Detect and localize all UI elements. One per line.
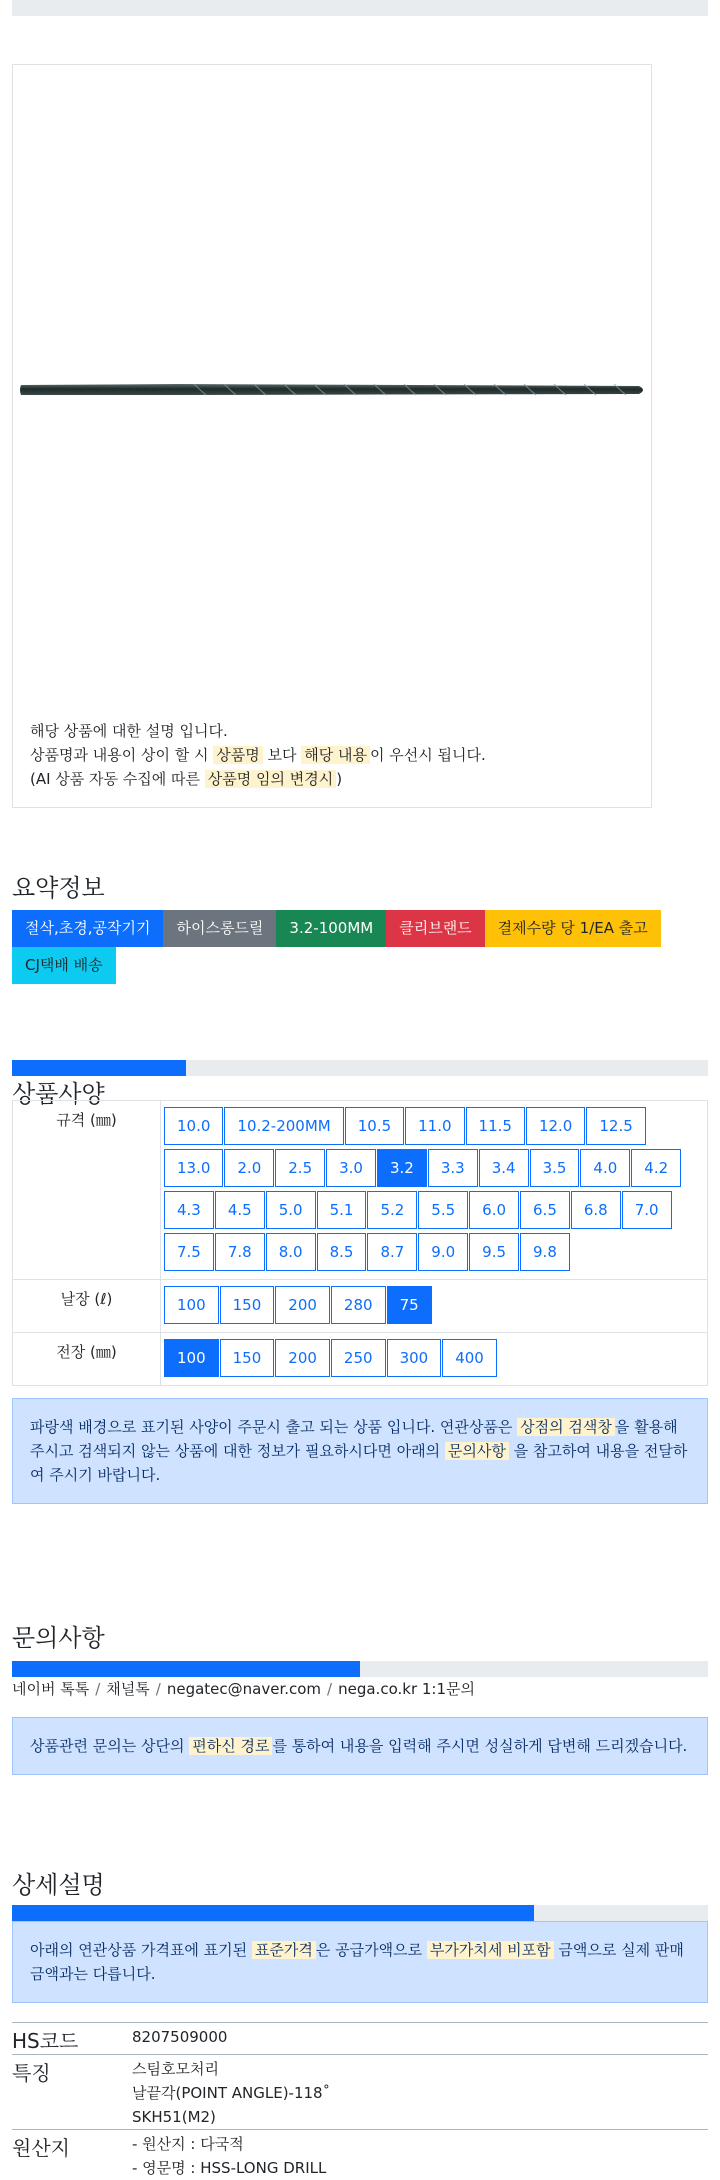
- detail-title: 상세설명: [12, 1865, 105, 1900]
- spec-option-button[interactable]: 200: [275, 1286, 330, 1324]
- feature-label: 특징: [12, 2055, 132, 2130]
- spec-option-button[interactable]: 10.0: [164, 1107, 223, 1145]
- spec-option-button[interactable]: 4.5: [215, 1191, 265, 1229]
- spec-option-button[interactable]: 12.0: [526, 1107, 585, 1145]
- contact-links: [12, 1678, 475, 1699]
- spec-row-label: 규격 (㎜): [13, 1101, 161, 1280]
- spec-option-button[interactable]: 6.0: [469, 1191, 519, 1229]
- separator: /: [89, 1680, 106, 1698]
- spec-option-button[interactable]: 7.8: [215, 1233, 265, 1271]
- product-info-table: [12, 2022, 708, 2180]
- spec-option-button[interactable]: 3.0: [326, 1149, 376, 1187]
- category-badge: 절삭,초경,공작기기: [12, 910, 163, 947]
- hs-code-label: HS코드: [12, 2023, 132, 2055]
- detail-progress-fill: [12, 1905, 534, 1921]
- feature-line: SKH51(M2): [132, 2105, 708, 2129]
- info-row-hs: [12, 2023, 708, 2055]
- spec-option-button[interactable]: 280: [331, 1286, 386, 1324]
- summary-badges: [12, 910, 708, 984]
- inquiry-alert: [12, 1717, 708, 1775]
- alert-text: 아래의 연관상품 가격표에 표기된: [30, 1941, 252, 1959]
- highlight: 해당 내용: [301, 746, 370, 764]
- spec-option-button[interactable]: 6.8: [571, 1191, 621, 1229]
- notice-line-2: [30, 743, 486, 767]
- spec-option-button[interactable]: 4.2: [631, 1149, 681, 1187]
- notice-text: ): [336, 770, 342, 788]
- spec-options: [161, 1101, 708, 1280]
- spec-option-button[interactable]: 150: [220, 1286, 275, 1324]
- spec-option-button[interactable]: 200: [275, 1339, 330, 1377]
- spec-row-size: [13, 1101, 708, 1280]
- spec-option-button[interactable]: 7.5: [164, 1233, 214, 1271]
- size-badge: 3.2-100MM: [276, 910, 386, 947]
- highlight: 상품명 임의 변경시: [205, 770, 336, 788]
- spec-option-button[interactable]: 5.1: [317, 1191, 367, 1229]
- info-row-origin: [12, 2130, 708, 2180]
- alert-text: 파랑색 배경으로 표기된 사양이 주문시 출고 되는 상품 입니다. 연관상품은: [30, 1418, 517, 1436]
- brand-badge: 클리브랜드: [386, 910, 484, 947]
- notice-line-3: [30, 767, 486, 791]
- separator: /: [321, 1680, 338, 1698]
- spec-title: 상품사양: [12, 1074, 105, 1109]
- highlight: 편하신 경로: [189, 1737, 272, 1755]
- alert-text: 을 참고하여 내용을 전달하여 주시기 바랍니다.: [30, 1442, 687, 1484]
- spec-row-flute: [13, 1280, 708, 1333]
- spec-option-button[interactable]: 4.0: [580, 1149, 630, 1187]
- spec-option-button[interactable]: 12.5: [586, 1107, 645, 1145]
- spec-option-button[interactable]: 3.5: [530, 1149, 580, 1187]
- spec-option-button[interactable]: 250: [331, 1339, 386, 1377]
- spec-option-button[interactable]: 11.0: [405, 1107, 464, 1145]
- spec-options: [161, 1280, 708, 1333]
- quantity-badge: 결제수량 당 1/EA 출고: [485, 910, 661, 947]
- notice-text: (AI 상품 자동 수집에 따른: [30, 770, 205, 788]
- spec-option-button[interactable]: 100: [164, 1339, 219, 1377]
- spec-progress: [12, 1060, 708, 1076]
- notice-text: 보다: [263, 746, 302, 764]
- feature-value: [132, 2055, 708, 2130]
- separator: /: [150, 1680, 167, 1698]
- detail-progress: [12, 1905, 708, 1921]
- feature-line: 날끝각(POINT ANGLE)-118˚: [132, 2081, 708, 2105]
- website-inquiry-link[interactable]: nega.co.kr 1:1문의: [338, 1680, 475, 1698]
- channel-talk-link[interactable]: 채널톡: [106, 1680, 149, 1698]
- notice-text: 이 우선시 됩니다.: [370, 746, 486, 764]
- spec-option-button[interactable]: 3.4: [479, 1149, 529, 1187]
- product-image-box: [12, 64, 652, 808]
- spec-alert: [12, 1398, 708, 1504]
- spec-options: [161, 1333, 708, 1386]
- highlight: 문의사항: [445, 1442, 509, 1460]
- inquiry-progress: [12, 1661, 708, 1677]
- spec-option-button[interactable]: 3.3: [428, 1149, 478, 1187]
- notice-text: 상품명과 내용이 상이 할 시: [30, 746, 213, 764]
- spec-option-button[interactable]: 5.2: [367, 1191, 417, 1229]
- feature-line: 스팀호모처리: [132, 2057, 708, 2081]
- alert-text: 상품관련 문의는 상단의: [30, 1737, 189, 1755]
- spec-option-button[interactable]: 9.5: [469, 1233, 519, 1271]
- spec-option-button[interactable]: 5.5: [418, 1191, 468, 1229]
- spec-option-button[interactable]: 9.0: [418, 1233, 468, 1271]
- size-options: [164, 1105, 704, 1273]
- spec-option-button[interactable]: 8.0: [266, 1233, 316, 1271]
- hs-code-value: 8207509000: [132, 2023, 708, 2055]
- spec-option-button[interactable]: 400: [442, 1339, 497, 1377]
- spec-option-button[interactable]: 3.2: [377, 1149, 427, 1187]
- spec-option-button[interactable]: 8.5: [317, 1233, 367, 1271]
- alert-text: 를 통하여 내용을 입력해 주시면 성실하게 답변해 드리겠습니다.: [272, 1737, 687, 1755]
- spec-row-label: 날장 (ℓ): [13, 1280, 161, 1333]
- highlight: 상품명: [213, 746, 262, 764]
- spec-option-button[interactable]: 6.5: [520, 1191, 570, 1229]
- alert-text: 금액으로 실제 판매금액과는 다릅니다.: [30, 1941, 684, 1983]
- total-length-options: [164, 1337, 704, 1379]
- notice-line-1: 해당 상품에 대한 설명 입니다.: [30, 719, 486, 743]
- spec-option-button[interactable]: 10.2-200MM: [224, 1107, 343, 1145]
- spec-option-button[interactable]: 10.5: [345, 1107, 404, 1145]
- spec-option-button[interactable]: 2.5: [275, 1149, 325, 1187]
- spec-option-button[interactable]: 11.5: [466, 1107, 525, 1145]
- inquiry-progress-fill: [12, 1661, 360, 1677]
- spec-option-button[interactable]: 75: [387, 1286, 432, 1324]
- shipping-badge: CJ택배 배송: [12, 947, 116, 984]
- alert-text: 을 활용해 주시고 검색되지 않는 상품에 대한 정보가 필요하시다면 아래의: [30, 1418, 678, 1460]
- drill-image: [19, 370, 647, 410]
- email-link[interactable]: negatec@naver.com: [167, 1680, 321, 1698]
- spec-option-button[interactable]: 4.3: [164, 1191, 214, 1229]
- flute-length-options: [164, 1284, 704, 1326]
- spec-option-button[interactable]: 5.0: [266, 1191, 316, 1229]
- spec-row-label: 전장 (㎜): [13, 1333, 161, 1386]
- inquiry-title: 문의사항: [12, 1618, 105, 1653]
- product-type-badge: 하이스롱드릴: [163, 910, 276, 947]
- origin-value: [132, 2130, 708, 2180]
- spec-option-button[interactable]: 9.8: [520, 1233, 570, 1271]
- highlight: 표준가격: [252, 1941, 316, 1959]
- origin-line: - 영문명 : HSS-LONG DRILL: [132, 2156, 708, 2180]
- spec-option-button[interactable]: 8.7: [367, 1233, 417, 1271]
- origin-line: - 원산지 : 다국적: [132, 2132, 708, 2156]
- product-notice: [30, 719, 486, 791]
- spec-option-button[interactable]: 100: [164, 1286, 219, 1324]
- origin-label: 원산지: [12, 2130, 132, 2180]
- alert-text: 은 공급가액으로: [316, 1941, 427, 1959]
- detail-alert: [12, 1921, 708, 2003]
- highlight: 부가가치세 비포함: [427, 1941, 554, 1959]
- info-row-feature: [12, 2055, 708, 2130]
- spec-option-button[interactable]: 2.0: [224, 1149, 274, 1187]
- top-bar: [12, 0, 708, 16]
- spec-row-total: [13, 1333, 708, 1386]
- highlight: 상점의 검색창: [517, 1418, 615, 1436]
- naver-talk-link[interactable]: 네이버 톡톡: [12, 1680, 89, 1698]
- spec-table: [12, 1100, 708, 1386]
- spec-option-button[interactable]: 7.0: [622, 1191, 672, 1229]
- spec-option-button[interactable]: 13.0: [164, 1149, 223, 1187]
- spec-option-button[interactable]: 300: [387, 1339, 442, 1377]
- summary-title: 요약정보: [12, 868, 105, 903]
- spec-option-button[interactable]: 150: [220, 1339, 275, 1377]
